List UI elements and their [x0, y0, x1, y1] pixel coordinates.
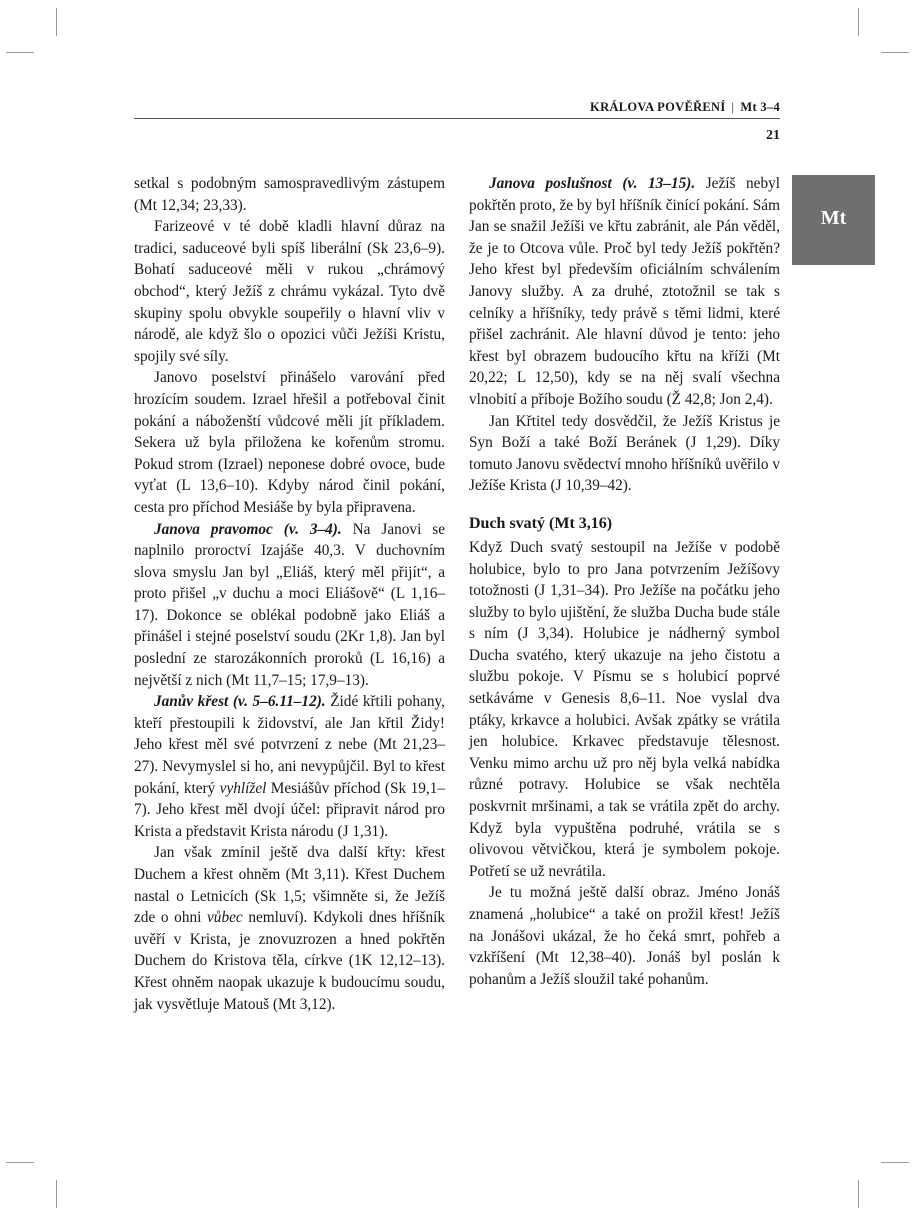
crop-mark: [56, 1180, 57, 1208]
header-separator: |: [731, 100, 735, 114]
paragraph: Jan Křtitel tedy dosvědčil, že Ježíš Kristus je Syn Boží a také Boží Beránek (J 1,29). Díky tomuto Janovu svědectví mnoho hříšníků uvěřilo v Ježíše Krista (J 10,39–42).: [469, 412, 781, 495]
emphasis: vůbec: [207, 909, 243, 927]
crop-mark: [858, 1180, 859, 1208]
paragraph-text: Jan však zmínil ještě dva další křty: křest Duchem a křest ohněm (Mt 3,11). Křest Duchem nastal o Letnicích (Sk 1,5; všimněte si, že Ježíš zde o ohni: [134, 844, 445, 927]
paragraph: Janovo poselství přinášelo varování před hrozícím soudem. Izrael hřešil a potřeboval činit pokání a náboženští vůdcové měli jít příkladem. Sekera už byla přiložena ke kořenům stromu. Pokud strom (Izrael) neponese dobré ovoce, bude vyťat (L 13,6–10). Kdyby národ činil pokání, cesta pro příchod Mesiáše by byla připravena.: [134, 369, 445, 516]
run-in-heading: Janova poslušnost (v. 13–15).: [489, 175, 696, 192]
paragraph: [134, 842, 445, 1015]
paragraph-text: Ježíš nebyl pokřtěn proto, že by byl hříšník činící pokání. Sám Jan se snažil Ježíši ve křtu zabránit, ale Pán věděl, že je to Otcova vůle. Proč byl tedy Ježíš pokřtěn? Jeho křest byl především oficiálním schválením Janovy služby. A za druhé, ztotožnil se tak s celníky a hříšníky, tedy právě s těmi lidmi, které přišel zachránit. Ale hlavní důvod je tento: jeho křest byl obrazem budoucího křtu na kříži (Mt 20,22; L 12,50), kdy se na něj svalí všechna vlnobití a příboje Božího soudu (Ž 42,8; Jon 2,4).: [469, 175, 780, 408]
running-header: [134, 96, 780, 119]
crop-mark: [881, 1162, 909, 1163]
section-heading: Duch svatý (Mt 3,16): [469, 514, 613, 532]
crop-mark: [56, 8, 57, 36]
running-title: KRÁLOVA POVĚŘENÍ: [590, 100, 726, 114]
paragraph-text: Židé křtili pohany, kteří přestoupili k židovství, ale Jan křtil Židy! Jeho křest měl své potvrzení z nebe (Mt 21,23–27). Nevymyslel si ho, ani nevypůjčil. Byl to křest pokání, který: [134, 693, 445, 797]
paragraph: [134, 519, 445, 692]
run-in-heading: Janův křest (v. 5–6.11–12).: [154, 693, 326, 711]
crop-mark: [858, 8, 859, 36]
right-column: [469, 173, 780, 990]
page-number: 21: [766, 128, 780, 143]
paragraph: [469, 173, 780, 411]
book-thumb-tab: Mt: [792, 175, 875, 265]
crop-mark: [6, 1162, 34, 1163]
emphasis: vyhlížel: [219, 779, 267, 797]
left-column: [134, 173, 445, 1015]
paragraph: Je tu možná ještě další obraz. Jméno Jonáš znamená „holubice“ a také on prožil křest! Ježíš na Jonášovi ukázal, že ho čeká smrt, pohřeb a vzkříšení (Mt 12,38–40). Jonáš byl poslán k pohanům a Ježíš sloužil také pohanům.: [469, 884, 780, 988]
crop-mark: [6, 52, 34, 53]
paragraph-text: Na Janovi se naplnilo proroctví Izajáše 40,3. V duchovním slova smyslu Jan byl „Eliáš, který měl přijít“, a proto přišel „v duchu a moci Eliášově“ (L 1,16–17). Dokonce se oblékal podobně jako Eliáš a přinášel i stejné poselství soudu (2Kr 1,8). Jan byl poslední ze starozákonních proroků (L 16,16) a největší z nich (Mt 11,7–15; 17,9–13).: [134, 520, 445, 689]
paragraph: [134, 691, 445, 842]
chapter-reference: Mt 3–4: [740, 100, 780, 114]
paragraph-text: Mesiášův příchod (Sk 19,1–7). Jeho křest měl dvojí účel: připravit národ pro Krista a představit Krista národu (J 1,31).: [134, 779, 445, 840]
paragraph-text: nemluví). Kdykoli dnes hříšník uvěří v Krista, je znovuzrozen a hned pokřtěn Duchem do Kristova těla, církve (1K 12,12–13). Křest ohněm naopak ukazuje k budoucímu soudu, jak vysvětluje Matouš (Mt 3,12).: [134, 909, 445, 1013]
paragraph: Když Duch svatý sestoupil na Ježíše v podobě holubice, bylo to pro Jana potvrzením Ježíšovy totožnosti (J 1,31–34). Pro Ježíše na počátku jeho služby to bylo ujištění, že služba Ducha bude stále s ním (J 3,34). Holubice je nádherný symbol Ducha svatého, který ukazuje na jeho čistotu a službu pokoje. V Písmu se s holubicí poprvé setkáváme v Genesis 8,6–11. Noe vyslal dva ptáky, krkavce a holubici. Avšak zpátky se vrátila jen holubice. Krkavec představuje tělesnost. Venku mimo archu už pro něj byla velká nabídka různé potravy. Holubice se však nechtěla poskvrnit mršinami, a tak se vrátila zpět do archy. Když byla vypuštěna podruhé, vrátila se s olivovou větvičkou, která je symbolem pokoje. Potřetí se už nevrátila.: [469, 538, 780, 880]
paragraph: setkal s podobným samospravedlivým zástupem (Mt 12,34; 23,33).: [134, 175, 445, 214]
crop-mark: [881, 52, 909, 53]
paragraph: Farizeové v té době kladli hlavní důraz na tradici, saduceové byli spíš liberální (Sk 23,6–9). Bohatí saduceové měli v rukou „chrámový obchod“, který Ježíš z chrámu vykázal. Tyto dvě skupiny spolu obvykle soupeřily o hlavní vliv v národě, ale když šlo o opozici vůči Ježíši Kristu, spojily své síly.: [134, 218, 445, 365]
run-in-heading: Janova pravomoc (v. 3–4).: [154, 520, 342, 538]
